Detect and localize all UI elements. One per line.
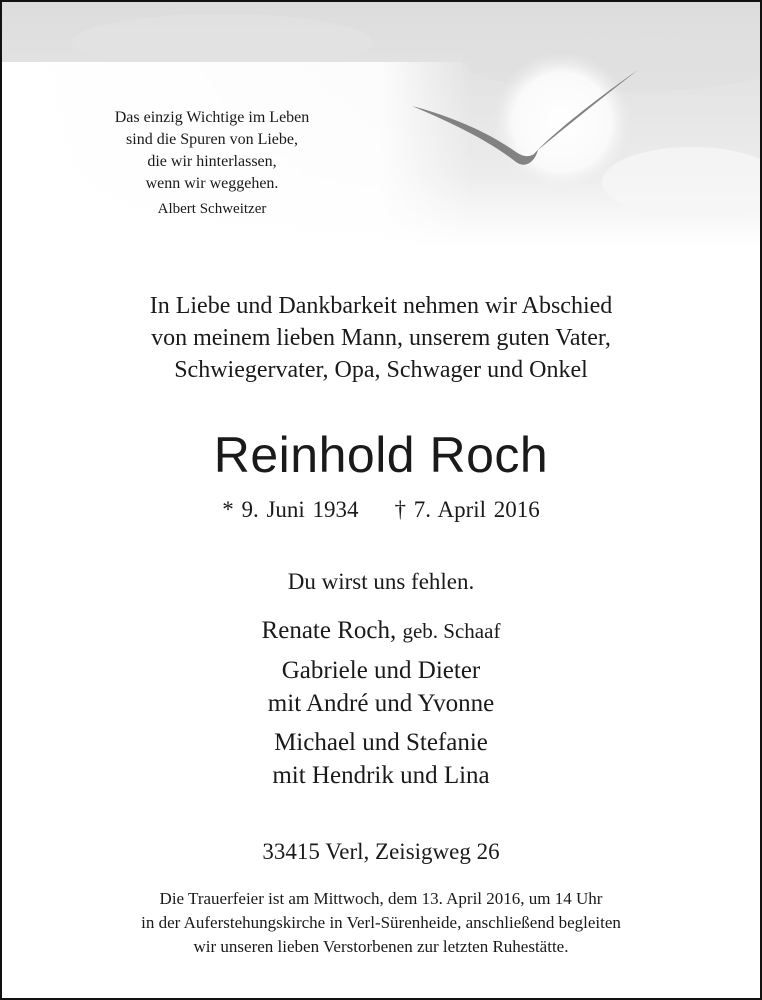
deceased-name: Reinhold Roch [213, 427, 549, 483]
widow-line [2, 614, 760, 648]
family-list [2, 614, 760, 792]
quote-line: Das einzig Wichtige im Leben [114, 109, 310, 126]
death-date: † 7. April 2016 [394, 497, 540, 522]
funeral-service-text [2, 887, 760, 959]
family-address: 33415 Verl, Zeisigweg 26 [262, 839, 500, 864]
service-line: Die Trauerfeier ist am Mittwoch, dem 13. April 2016, um 14 Uhr [159, 889, 603, 908]
widow-name: Renate Roch, [261, 617, 397, 644]
family-line: Gabriele und Dieter [281, 657, 481, 684]
quote-author: Albert Schweitzer [157, 201, 267, 217]
intro-line: In Liebe und Dankbarkeit nehmen wir Abschied [149, 293, 613, 319]
family-line: Michael und Stefanie [274, 729, 488, 756]
intro-line: von meinem lieben Mann, unserem guten Vater, [151, 325, 611, 351]
widow-maiden-name: geb. Schaaf [402, 619, 501, 643]
family-group [2, 726, 760, 792]
birth-date: * 9. Juni 1934 [222, 497, 359, 522]
service-line: wir unseren lieben Verstorbenen zur letzten Ruhestätte. [193, 937, 569, 956]
quote-line: die wir hinterlassen, [147, 153, 277, 170]
quote-line: wenn wir weggehen. [145, 175, 279, 192]
service-line: in der Auferstehungskirche in Verl-Sürenheide, anschließend begleiten [141, 913, 621, 932]
family-line: mit André und Yvonne [267, 690, 495, 717]
quote-line: sind die Spuren von Liebe, [126, 131, 298, 148]
farewell-text: Du wirst uns fehlen. [287, 569, 475, 594]
life-dates [2, 494, 760, 526]
family-line: mit Hendrik und Lina [272, 762, 490, 789]
intro-line: Schwiegervater, Opa, Schwager und Onkel [174, 357, 588, 383]
intro-text [2, 290, 760, 386]
family-group [2, 654, 760, 720]
quote-block [42, 107, 382, 220]
